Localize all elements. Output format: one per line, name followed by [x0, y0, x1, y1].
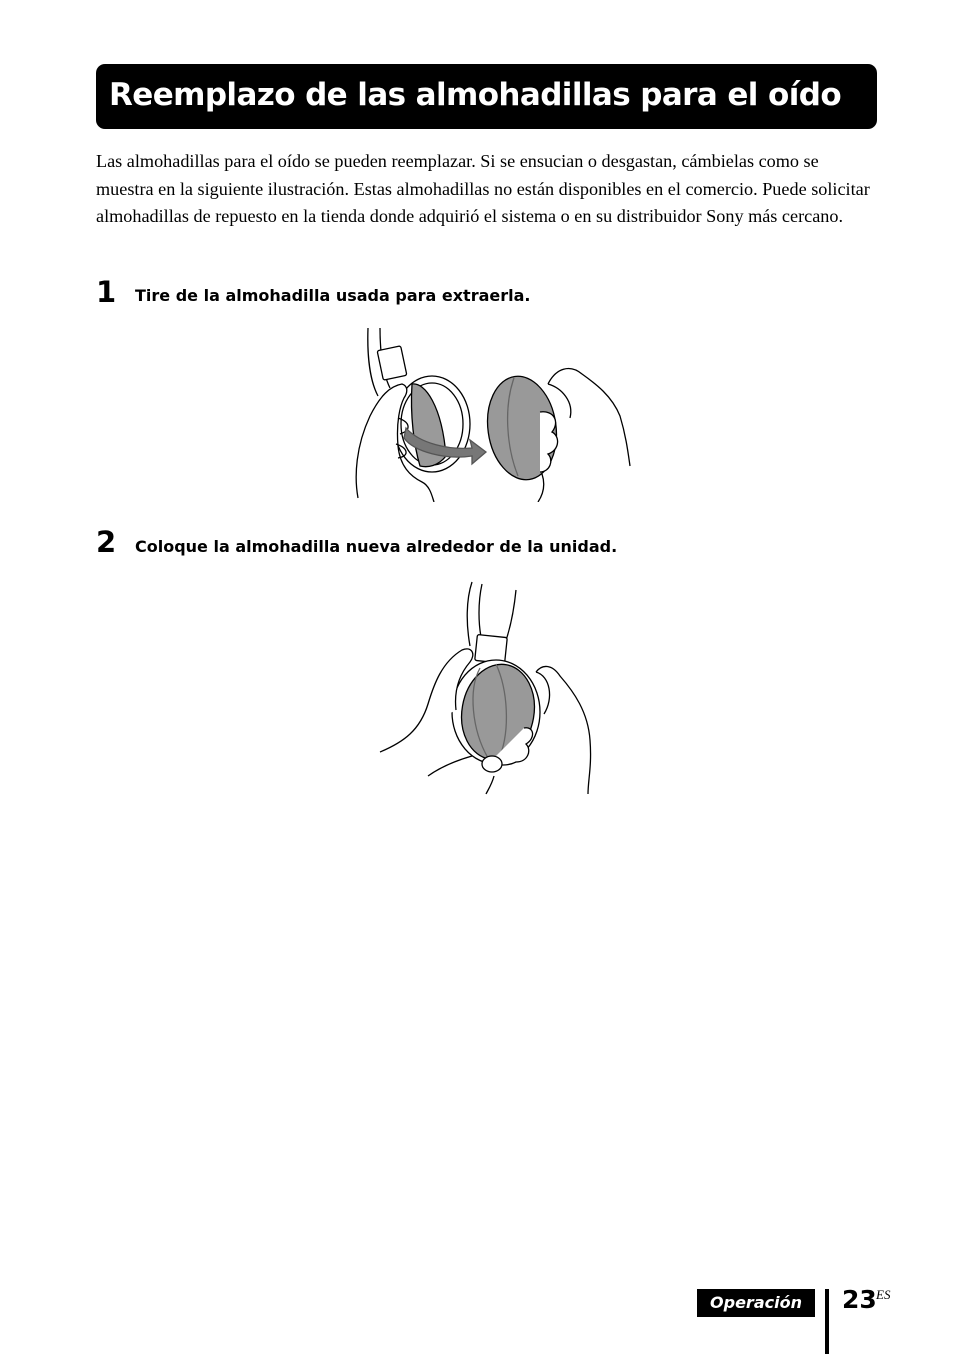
page-number: 23: [842, 1285, 877, 1314]
footer-divider: [825, 1289, 829, 1354]
step-2-text: Coloque la almohadilla nueva alrededor de la unidad.: [135, 537, 618, 556]
attach-earpad-illustration: [376, 580, 598, 796]
page-title: Reemplazo de las almohadillas para el oído: [109, 77, 842, 113]
section-label: Operación: [697, 1289, 815, 1317]
title-banner: [96, 64, 877, 129]
intro-paragraph: Las almohadillas para el oído se pueden reemplazar. Si se ensucian o desgastan, cámbielas como se muestra en la siguiente ilustración. Estas almohadillas no están disponibles en el comercio. Puede solicitar almohadillas de repuesto en la tienda donde adquirió el sistema o en su distribuidor Sony más cercano.: [96, 151, 870, 227]
step-1-number: 1: [96, 275, 117, 309]
step-1-text: Tire de la almohadilla usada para extraerla.: [135, 286, 531, 305]
page-language-suffix: ES: [876, 1287, 891, 1302]
step-2-number: 2: [96, 525, 117, 559]
remove-earpad-illustration: [350, 326, 635, 502]
